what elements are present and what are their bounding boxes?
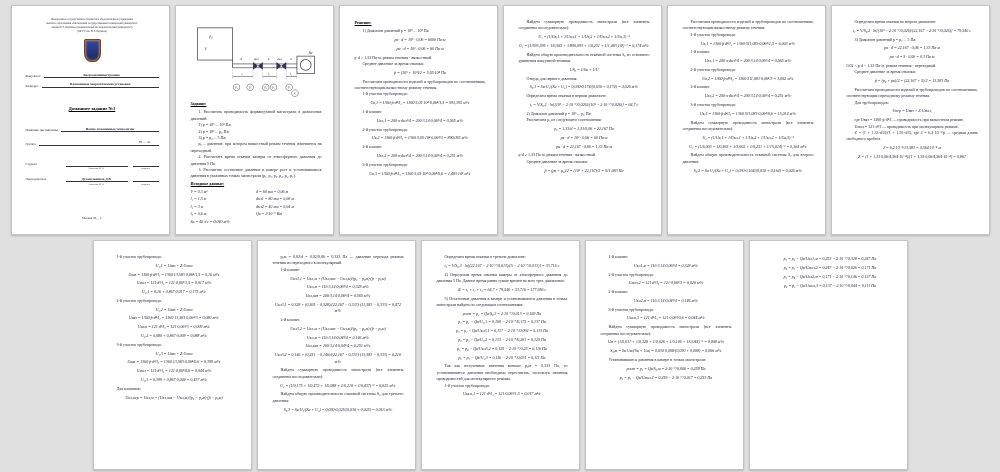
doc-line: U₁ = (1/593,395 + 1/0,565 + 1/890,093 + 1/0,251 + 1/1,483·10³)⁻¹ = 0,174 м³/с <box>519 42 649 48</box>
doc-line: 1-й участок трубопровода: <box>116 254 162 259</box>
doc-line: l₂ = 3 м dкл2 = 40 мм = 0,04 м <box>190 203 294 209</box>
doc-line: U₁ = (1/Uв,1 + 1/Uкл,1 + 1/Uв,2 + 1/Uкл,2 + 1/Uв,3)⁻¹ <box>538 34 630 40</box>
doc-line: V = 0,3 м³ d = 60 мм = 0,06 м <box>190 189 289 195</box>
doc-line: S₀,м = Sн·Uм/(Sн + Uм) = 0,030·0,008/(0,030 + 0,008) = 0,006 м³/с <box>610 348 722 354</box>
doc-line: Uкл3,1 = Uкл,м + (Uкл,вяз − Uкл,м)/(p₀ − p₀м)·(p̄ − p₀м) <box>290 275 386 281</box>
doc-line: Uкл3,2 = 0,146 + (0,251 − 0,146)/(22,167 − 0,333)·(13,583 − 0,333) = 0,210 м³/с <box>275 352 401 364</box>
group-value: Э8 — 41 <box>39 140 159 146</box>
doc-line: Z = (1 + 1,33·0,06/4,564·10⁻⁴)/(1 + 1,55·0,06/4,564·10⁻⁴) = 0,867 <box>858 153 966 159</box>
label-P4: P₄ <box>272 86 275 90</box>
doc-line: Найдем общую производительность откачной системы S₀ для третьего давления: <box>272 391 404 403</box>
doc-line: Uмол = 121·d³/l₁ = 121·0,06³/1,5 = 0,017 м³/с <box>136 280 212 286</box>
student-name-caption: Фамилия И. О. <box>88 167 105 171</box>
doc-line: Найдем суммарную проводимость магистрали (все элементы соединены последовательно): <box>518 19 650 31</box>
page-7[interactable] <box>93 240 252 470</box>
doc-line: p₃ = p₂ − Qв/Uкл3,1 = 0,137 − 2·10⁻⁷/0,092 = 0,133 Па <box>455 328 549 334</box>
student-name-line <box>66 162 128 167</box>
page-1-title[interactable] <box>11 5 170 235</box>
doc-line: Uкл3,1 = 0,328 + (0,565 − 0,328)/(22,167 − 0,333)·(13,583 − 0,333) = 0,472 м³/с <box>275 301 401 314</box>
doc-line: Найдем общую производительность откачной системы S₀ из основного уравнения вакуумной техники: <box>518 51 650 64</box>
page-11[interactable] <box>749 240 908 470</box>
group-field <box>26 140 159 146</box>
doc-line: Uкл,пер = Uкл,м + (Uкл,вяз − Uкл,м)/(p₀ − p₀м)·(p̄ − p₀м) <box>125 394 223 400</box>
doc-line: Определим время откачки в первом диапазоне: <box>526 93 607 99</box>
page-8[interactable] <box>257 240 416 470</box>
doc-line: U₃,1 = 0,16 + 0,867·0,017 = 0,175 м³/с <box>141 289 206 295</box>
doc-line: U₃,3 = Uвяз + Z·Uмол <box>155 350 193 356</box>
doc-line: Uв,1 = 1360·p̄·d⁴/l₁ = 1360·5,05·10⁴·0,06⁴/1,5 = 593,395 м³/с <box>370 100 470 106</box>
doc-line: Uмол = 121·d³/l — проводимость при молекулярном режиме, <box>854 123 959 129</box>
doc-line: 2-й участок трубопровода: <box>608 271 654 277</box>
doc-line: Uкл,2 = 200·π·dкл²/4 = 200·3,14·0,04²/4 = 0,251 м³/с <box>376 152 464 158</box>
doc-line: Uмол = 121·d³/l₃ = 121·0,06³/0,6 = 0,044 м³/с <box>136 368 212 374</box>
doc-line: Uв,3 = 1360·p̄·d⁴/l₃ = 1360·5,05·10⁴·0,06⁴/0,6 = 1,483·10³ м³/с <box>369 170 471 176</box>
doc-line: 2-й участок трубопровода: <box>116 297 162 303</box>
page-8-text <box>258 241 415 423</box>
doc-line: p·d ≥ 1,33 Па·м, режим течения - вязкостный. <box>518 152 597 158</box>
doc-line: U₃,2 = 0,080 + 0,867·0,009 = 0,088 м³/с <box>140 333 207 339</box>
doc-line: 3-й участок трубопровода: <box>608 306 654 312</box>
doc-line: 2-й клапан: <box>690 84 710 90</box>
doc-line: Uкл3,2 = Uкл,м + (Uкл,вяз − Uкл,м)/(p₀ − p₀м)·(p̄ − p₀м) <box>290 325 386 331</box>
doc-line: Uмол,1 = 121·d³/l₁ = 121·0,06³/1,5 = 0,017 м³/с <box>463 391 541 397</box>
page-10-text <box>586 241 743 391</box>
doc-line: t₂ = V/S₀,2 · ln[(10³ − 2·10⁻⁷/0,026)/(22,167 − 2·10⁻⁷/0,026)] = 79,540 с <box>852 27 972 33</box>
doc-line: pн · d = 22,167 · 0,06 = 1,33 Па·м <box>556 143 612 149</box>
doc-line: 3) p = p₀ ... 5 Па; <box>198 134 227 140</box>
faculty-field <box>26 73 159 79</box>
doc-line: 3) Диапазон давлений p = p₀ ... 5 Па: <box>854 36 917 42</box>
doc-line: Uкл,1 = 200·π·dкл²/4 = 200·3,14·0,06²/4 = 0,565 м³/с <box>376 117 464 123</box>
doc-line: p₆ = p₅ − Qв/Uмол,3 = 0,137 − 2·10⁻⁷/0,044 = 0,111 Па <box>783 282 876 288</box>
doc-line: U₃,1 = Uвяз + Z·Uмол <box>155 262 193 268</box>
page-5-text <box>668 6 825 184</box>
discipline-field <box>26 127 159 133</box>
doc-line: Sн = 40 л/с = 0,040 м³/с <box>190 218 231 224</box>
doc-line: Uкл2,м = 116·3,14·0,04²/4 = 0,146 м³/с <box>633 297 699 303</box>
label-P1: P₁ <box>235 86 238 90</box>
page-11-text <box>750 241 907 300</box>
vacuum-system-diagram <box>191 23 321 99</box>
doc-line: p₅ = p₄ − Qв/Uкл2,м = 0,171 − 2·10⁻⁷/0,146 = 0,137 Па <box>783 273 877 279</box>
pump-box <box>297 56 315 74</box>
student-signature-row <box>26 162 159 171</box>
label-d: d <box>240 57 242 62</box>
doc-line: Решение: <box>354 20 372 25</box>
page-4-text <box>504 6 661 184</box>
faculty-label: Факультет: <box>25 74 42 79</box>
doc-line: Исходные данные: <box>190 180 225 186</box>
valve-symbols <box>253 62 286 70</box>
doc-line: p₂ = p₁ − Qв/U₃,1 = 0,169 − 2·10⁻⁷/0,175 = 0,137 Па <box>458 319 546 325</box>
doc-line: 1. Рассчитать проводимость форвакуумной магистрали в диапазонах давлений: <box>190 109 322 121</box>
page-row-top <box>11 5 990 235</box>
label-P5: P₅ <box>287 86 291 90</box>
teacher-sign-line <box>133 177 159 182</box>
doc-line: p̄ = (p₀ + pк)/2 = (22,167 + 5)/2 = 13,583 Па <box>874 78 950 84</box>
doc-line: Рассчитаем проводимости изделий и трубопроводов по соотношениям, соответствующим вязкостному режиму течения: <box>682 19 814 31</box>
doc-line: p̄ = (pв + p₀)/2 = (10³ + 22,167)/2 = 511,083 Па <box>544 167 624 173</box>
teacher-sign-caption: подпись <box>141 182 150 186</box>
doc-line: pост = p₁ = Qв/S₀,3 = 2·10⁻⁷/0,013 = 0,169 Па <box>462 310 542 316</box>
page-row-bottom <box>93 240 908 470</box>
vacuum-chamber <box>198 28 233 60</box>
label-dkl: dкл <box>254 57 259 62</box>
city-year-footer: Москва 20__ г. <box>82 216 102 220</box>
university-header <box>26 18 159 34</box>
doc-line: S₀,1 = Sн·U₁/(Sн + U₁) = 0,030·0,174/(0,030 + 0,174) = 0,026 м³/с <box>529 84 639 90</box>
doc-line: pост = p₁ = Qв/S₀,м = 2·10⁻⁷/0,006 = 0,259 Па <box>626 365 706 371</box>
label-P3: P₃ <box>264 86 268 90</box>
doc-line: Uвяз = 1360·p̄·d⁴/l₁ = 1360·13,583·0,06⁴/1,5 = 0,16 м³/с <box>128 271 220 277</box>
doc-line: 1-й участок трубопровода: <box>362 91 408 97</box>
doc-line: p₂ = p₁ − Qв/Uмол,1 = 0,259 − 2·10⁻⁷/0,017 = 0,253 Па <box>619 374 713 380</box>
doc-line: U₃,2 = Uвяз + Z·Uмол <box>155 306 193 312</box>
doc-line: 1-й участок трубопровода: <box>444 382 490 388</box>
doc-line: l₁ = 1,5 м dкл1 = 80 мм = 0,08 м <box>190 196 294 202</box>
teacher-name-caption: Фамилия И. О. <box>88 182 105 186</box>
page-3-text <box>340 6 497 187</box>
page-9[interactable] <box>421 240 580 470</box>
doc-line: U₂ = (1/Uв,1 + 1/Uкл,1 + 1/Uв,2 + 1/Uкл,2 + 1/Uв,3)⁻¹ <box>702 134 794 140</box>
doc-line: S₀,2 = Sн·U₂/(Sн + U₂) = 0,030·0,164/(0,030 + 0,164) = 0,026 м³/с <box>693 167 803 173</box>
doc-line: 3-й участок трубопровода: <box>362 161 408 167</box>
doc-line: Найдем суммарную проводимость магистрали (все элементы соединены последовательно): <box>600 324 732 336</box>
label-l2: l₂ <box>267 72 270 77</box>
department-field <box>26 82 159 88</box>
doc-line: 2-й клапан: <box>280 317 300 323</box>
doc-line: p₄ = p₃ − Qв/Uмол,2 = 0,247 − 2·10⁻⁷/0,026 = 0,171 Па <box>783 265 877 271</box>
doc-line: Для клапанов: <box>116 385 141 391</box>
doc-line: Uвяз = 1360·p̄·d⁴/l₃ = 1360·13,583·0,06⁴/0,6 = 0,399 м³/с <box>127 359 221 365</box>
doc-line: p₀м = 0,02/d = 0,02/0,06 = 0,333 Па — давление перехода режима течения из переходного в молекулярный. <box>272 254 404 266</box>
university-header-line: (МГТУ им. Н.Э. Баумана) <box>77 29 107 33</box>
page-10[interactable] <box>585 240 744 470</box>
doc-line: t₃ = V/S₀,3 · ln[(22,167 − 2·10⁻⁷/0,013)/(5 − 2·10⁻⁷/0,013)] = 33,716 с <box>444 262 560 268</box>
doc-line: Среднее давление за время откачки: <box>526 158 588 164</box>
doc-line: где Uвяз = 1360·p̄·d⁴/l — проводимость при вязкостном режиме, <box>854 117 964 123</box>
doc-line: 2. Рассчитать время откачки камеры от атмосферного давления до давления 5 Па. <box>190 154 322 166</box>
doc-line: 2-й клапан: <box>362 144 382 150</box>
doc-line: U₃,3 = 0,399 + 0,867·0,044 = 0,437 м³/с <box>140 376 207 382</box>
doc-line: Uкл1,м = 116·3,14·0,06²/4 = 0,328 м³/с <box>633 262 699 268</box>
doc-line: 1/S₀ = 1/Sн + 1/U <box>569 66 599 72</box>
doc-line: 3. Рассчитать остаточное давление в камере pост и установившиеся давления в указанных точках магистрали (p₁, p₂, p₃, p₄, p₅, p₆). <box>190 166 322 179</box>
doc-line: p₄ = p₃ − Qв/U₃,2 = 0,133 − 2·10⁻⁷/0,261 = 0,125 Па <box>458 337 546 343</box>
doc-line: Uкл,м = 116·3,14·0,06²/4 = 0,328 м³/с <box>306 284 370 290</box>
doc-line: Uкл,вяз = 200·3,14·0,04²/4 = 0,251 м³/с <box>305 343 371 349</box>
doc-line: 1-й участок трубопровода: <box>690 31 736 37</box>
label-V: V <box>204 47 207 52</box>
label-l3: l₃ <box>290 72 293 77</box>
doc-line: U₃ = (1/0,175 + 1/0,472 + 1/0,088 + 1/0,210 + 1/0,437)⁻¹ = 0,025 м³/с <box>280 382 396 388</box>
page-7-text <box>94 241 251 411</box>
doc-line: l₃ = 0,6 м Qв = 2·10⁻⁷ Вт <box>190 211 283 217</box>
doc-line: p₅ = p₄ − Qв/Uкл3,2 = 0,125 − 2·10⁻⁷/0,25 = 0,116 Па <box>457 345 547 351</box>
doc-line: p₀ – давление, при котором вязкостный режим течения изменяется на переходный. <box>190 141 322 153</box>
doc-line: Так как полученные значения меньше p₀м = 0,333 Па, то установившиеся давления необходимо пересчитать, используя значения проводимостей для молекулярного режима. <box>436 363 568 382</box>
doc-line: p·d > 1,33 Па·м, режим течения - вязкостный. <box>354 54 433 60</box>
pump-symbol <box>300 60 311 71</box>
doc-line: Uмол,3 = 121·d³/l₃ = 121·0,06³/0,6 = 0,044 м³/с <box>627 315 705 321</box>
doc-line: Uв,2 = 1360·p̄·d⁴/l₂ = 1360·5,05·10⁴·0,06⁴/3 = 890,093 м³/с <box>371 135 469 141</box>
label-l1: l₁ <box>241 72 244 77</box>
doc-line: pв · d = 10³ · 0,06 = 60 Па·м <box>560 134 608 140</box>
label-P2: P₂ <box>248 86 252 90</box>
doc-line: Рассчитаем проводимости изделий и трубопроводов по соотношениям, соответствующим вязкостному режиму течения. <box>354 78 486 91</box>
page-9-text <box>422 241 579 408</box>
doc-line: Uпер = Uвяз + Z·Uмол, <box>892 108 932 114</box>
doc-line: p₃ = p₂ − Qв/Uкл1,м = 0,253 − 2·10⁻⁷/0,328 = 0,247 Па <box>783 256 877 262</box>
faculty-value: Энергомашиностроение <box>44 73 158 79</box>
doc-line: Определим время откачки во втором диапазоне: <box>854 19 937 24</box>
department-value: Плазменные энергетические установки <box>42 82 159 88</box>
doc-line: Uв,1 = 1360·p̄·d⁴/l₁ = 1360·511,083·0,06⁴/1,5 = 6,003 м³/с <box>700 40 796 46</box>
doc-line: Среднее давление за время откачки: <box>854 69 916 75</box>
label-P6: P₆ <box>293 92 297 96</box>
doc-line: Задание: <box>190 101 207 106</box>
doc-line: 3-й участок трубопровода: <box>116 341 162 347</box>
doc-line: 3-й участок трубопровода: <box>690 102 736 108</box>
page-4[interactable] <box>503 5 662 235</box>
label-dkl: dкл <box>277 57 282 62</box>
page-2-task[interactable] <box>175 5 334 235</box>
doc-line: Uкл,2 = 200·π·dкл²/4 = 200·3,14·0,04²/4 = 0,251 м³/с <box>704 93 792 99</box>
page-6-text <box>832 6 989 171</box>
doc-line: pв · d = 22,167 · 0,06 = 1,33 Па·м <box>884 45 940 51</box>
teacher-name-line: Духопельников Д.В. <box>66 177 128 182</box>
doc-line: 2) p = 10³ ... p₀ Па; <box>198 128 230 134</box>
doc-line: Найдем суммарную проводимость магистрали (все элементы соединены последовательно): <box>682 119 814 131</box>
doc-line: tΣ = t₁ + t₂ + t₃ = 64,7 + 79,540 + 33,716 = 177,956 с <box>457 286 547 292</box>
university-header-line: высшего образования «Московский государственный технический университет <box>46 21 138 25</box>
doc-line: Uв,3 = 1360·p̄·d⁴/l₃ = 1360·511,083·0,06⁴/0,6 = 15,014 м³/с <box>699 110 797 116</box>
student-label: Студент <box>25 161 37 166</box>
doc-line: Для трубопроводов: <box>854 99 889 105</box>
doc-line: Рассчитаем p₀ из следующего соотношения: <box>526 117 602 123</box>
doc-line: Откуда для первого давления: <box>526 75 578 81</box>
discipline-label: Название дисциплины <box>25 128 58 133</box>
doc-line: p₆ = p₅ − Qв/U₃,3 = 0,116 − 2·10⁻⁷/0,031 = 0,111 Па <box>458 354 546 360</box>
doc-line: Uкл,вяз = 200·3,14·0,06²/4 = 0,565 м³/с <box>305 293 371 299</box>
teacher-label: Преподаватель <box>25 177 47 182</box>
department-label: Кафедра: <box>25 83 39 88</box>
university-emblem <box>84 39 101 62</box>
discipline-value: Ионно-плазменные технологии <box>61 127 159 133</box>
label-d: d <box>267 57 270 62</box>
doc-line: Определим время откачки в третьем диапазоне: <box>444 254 526 259</box>
student-sign-caption: подпись <box>141 167 150 171</box>
doc-line: t₁ = V/S₀,1 · ln[(10⁵ − 2·10⁻⁷/0,026)/(10³ − 2·10⁻⁷/0,026)] = 64,7 с <box>529 102 639 108</box>
page-6[interactable] <box>831 5 990 235</box>
teacher-signature-row <box>26 177 159 186</box>
doc-line: S₀,3 = Sн·U₃/(Sн + U₃) = 0,030·0,025/(0,030 + 0,025) = 0,013 м³/с <box>283 406 393 412</box>
doc-line: Uкл,1 = 200·π·dкл²/4 = 200·3,14·0,06²/4 = 0,565 м³/с <box>704 58 792 64</box>
university-header-line: Федеральное государственное бюджетное образовательное учреждение <box>50 18 134 21</box>
doc-line: Uмол = 121·d³/l₂ = 121·0,06³/3 = 0,009 м³/с <box>138 324 210 330</box>
doc-line: Среднее давление за время откачки: <box>362 61 424 67</box>
doc-line: 1-й клапан: <box>690 49 710 55</box>
doc-line: pв · d = 10⁵ · 0,06 = 6000 Па·м <box>394 37 446 43</box>
doc-line: 5) Остаточные давления в камере и установившиеся давления в точках магистрали найдем по следующим соотношениям: <box>436 295 568 307</box>
doc-line: 2-й клапан: <box>608 289 628 295</box>
doc-line: Uвяз = 1360·p̄·d⁴/l₂ = 1360·13,583·0,06⁴/3 = 0,080 м³/с <box>128 315 220 321</box>
doc-line: 1-й клапан: <box>280 266 300 272</box>
doc-line: 1) Диапазон давлений p = 10⁵ ... 10³ Па: <box>362 28 430 34</box>
doc-line: 1-й клапан: <box>608 254 628 259</box>
doc-line: Рассчитаем проводимости изделий и трубопроводов по соотношениям, соответствующим переходному режиму течения. <box>846 86 978 99</box>
doc-line: p₀ = 1,33/d = 1,33/0,06 = 22,167 Па <box>554 125 614 131</box>
group-label: Группа <box>25 141 36 146</box>
doc-line: Uмол,2 = 121·d³/l₂ = 121·0,06³/3 = 0,026 м³/с <box>628 280 704 286</box>
doc-line: 2-й участок трубопровода: <box>690 66 736 72</box>
doc-line: Найдем общую производительность откачной системы S₀ для второго давления: <box>682 152 814 164</box>
label-p0: p₀ <box>209 34 213 39</box>
doc-line: 4) Определим время откачки камеры от атмосферного давления до давления 5 Па. Данное время равно сумме времен на всех трех диапазонах: <box>436 271 568 283</box>
doc-line: pн · d = 10³ · 0,06 = 60 Па·м <box>396 45 444 51</box>
doc-line: pн · d = 5 · 0,06 = 0,3 Па·м <box>889 54 935 60</box>
doc-line: Uв,2 = 1360·p̄·d⁴/l₂ = 1360·511,083·0,06⁴/3 = 3,002 м³/с <box>702 75 794 81</box>
doc-line: Uм = (1/0,017 + 1/0,328 + 1/0,026 + 1/0,146 + 1/0,044)⁻¹ = 0,008 м³/с <box>607 339 725 345</box>
doc-line: Z = (1 + 1,33·d/λ̄)/(1 + 1,55·d/λ̄), где λ̄ = 6,2·10⁻³/p̄ — средняя длина свободного пробега. <box>846 129 978 142</box>
doc-line: λ̄ = 6,2·10⁻³/13,583 = 4,564·10⁻⁴ м <box>883 145 941 151</box>
doc-line: Uкл,м = 116·3,14·0,04²/4 = 0,146 м³/с <box>306 334 370 340</box>
doc-line: 0,02 < p·d < 1,33 Па·м, режим течения - переходный. <box>846 62 937 68</box>
doc-line: 2) Диапазон давлений p = 10³ ... p₀ Па: <box>526 110 592 116</box>
page-2-text <box>191 101 322 225</box>
document-title: Домашнее задание №1 <box>68 105 116 111</box>
label-d: d <box>290 57 292 62</box>
page-5[interactable] <box>667 5 826 235</box>
doc-line: p̄ = (10⁵ + 10³)/2 = 5,05·10⁴ Па <box>394 69 446 75</box>
university-header-line: имени Н.Э. Баумана» (национальный исследовательский университет) <box>51 25 133 29</box>
doc-line: 1-й клапан: <box>362 109 382 115</box>
label-Sn: Sн <box>308 51 313 56</box>
doc-line: 2-й участок трубопровода: <box>362 126 408 132</box>
doc-line: Установившиеся давления в камере и точках магистрали: <box>608 356 707 362</box>
page-3-solution[interactable] <box>339 5 498 235</box>
doc-line: U₂ = (1/6,003 + 1/0,565 + 1/3,002 + 1/0,251 + 1/15,014)⁻¹ = 0,164 м³/с <box>689 143 807 149</box>
student-sign-line <box>133 162 159 167</box>
doc-line: Найдем суммарную проводимость магистрали (все элементы соединены последовательно): <box>272 367 404 379</box>
doc-line: 1) p = 10⁵ ... 10³ Па; <box>198 122 232 128</box>
